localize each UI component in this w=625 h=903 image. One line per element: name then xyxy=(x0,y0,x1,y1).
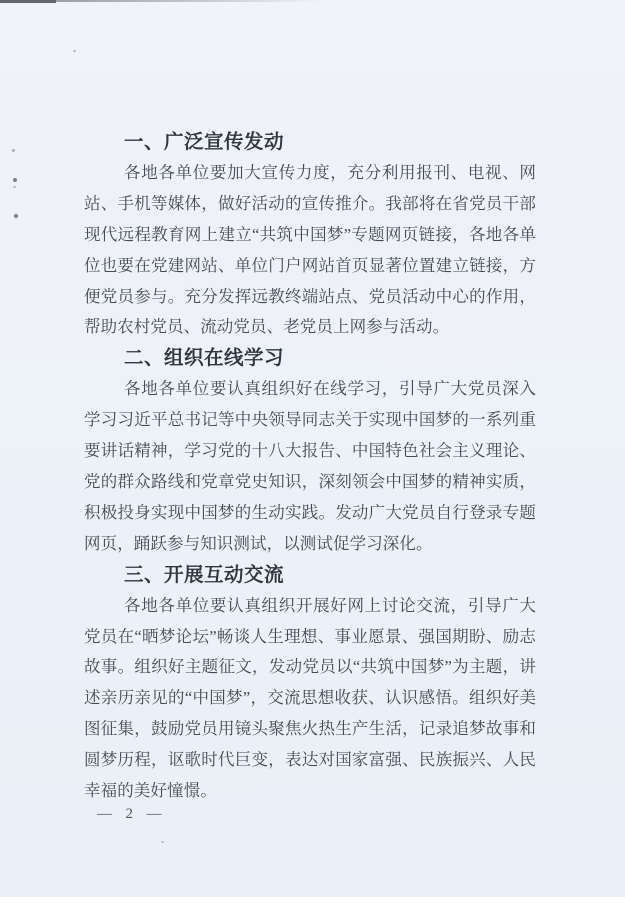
scan-artifact-top-edge-fade xyxy=(56,0,321,2)
scan-speck xyxy=(12,149,15,152)
page-number: — 2 — xyxy=(97,806,164,822)
section-paragraph-3: 各地各单位要认真组织开展好网上讨论交流，引导广大党员在“晒梦论坛”畅谈人生理想、事业愿景、强国期盼、励志故事。组织好主题征文，发动党员以“共筑中国梦”为主题，讲述亲历亲见的“中国梦”，交流思想收获、认识感悟。组织好美图征集，鼓励党员用镜头聚焦火热生产生活，记录追梦故事和圆梦历程，讴歌时代巨变，表达对国家富强、民族振兴、人民幸福的美好憧憬。 xyxy=(84,595,536,801)
scan-speck xyxy=(13,186,16,188)
scan-artifact-bottom-edge xyxy=(0,897,625,903)
section-heading-3: 三、开展互动交流 xyxy=(124,563,285,586)
scan-speck xyxy=(14,214,18,218)
section-heading-1: 一、广泛宣传发动 xyxy=(124,131,285,153)
scan-speck xyxy=(13,178,17,182)
section-heading-2: 二、组织在线学习 xyxy=(124,347,285,370)
section-paragraph-1: 各地各单位要加大宣传力度，充分利用报刊、电视、网站、手机等媒体，做好活动的宣传推介。我部将在省党员干部现代远程教育网上建立“共筑中国梦”专题网页链接，各地各单位也要在党建网站、单位门户网站首页显著位置建立链接，方便党员参与。充分发挥远教终端站点、党员活动中心的作用，帮助农村党员、流动党员、老党员上网参与活动。 xyxy=(84,162,536,337)
scan-speck xyxy=(161,841,164,843)
scan-speck xyxy=(73,50,76,52)
scan-artifact-top-edge xyxy=(0,0,56,3)
document-body xyxy=(84,127,536,807)
section-paragraph-2: 各地各单位要认真组织好在线学习，引导广大党员深入学习习近平总书记等中央领导同志关于实现中国梦的一系列重要讲话精神，学习党的十八大报告、中国特色社会主义理论、党的群众路线和党章党史知识，深刻领会中国梦的精神实质，积极投身实现中国梦的生动实践。发动广大党员自行登录专题网页，踊跃参与知识测试，以测试促学习深化。 xyxy=(84,379,536,553)
